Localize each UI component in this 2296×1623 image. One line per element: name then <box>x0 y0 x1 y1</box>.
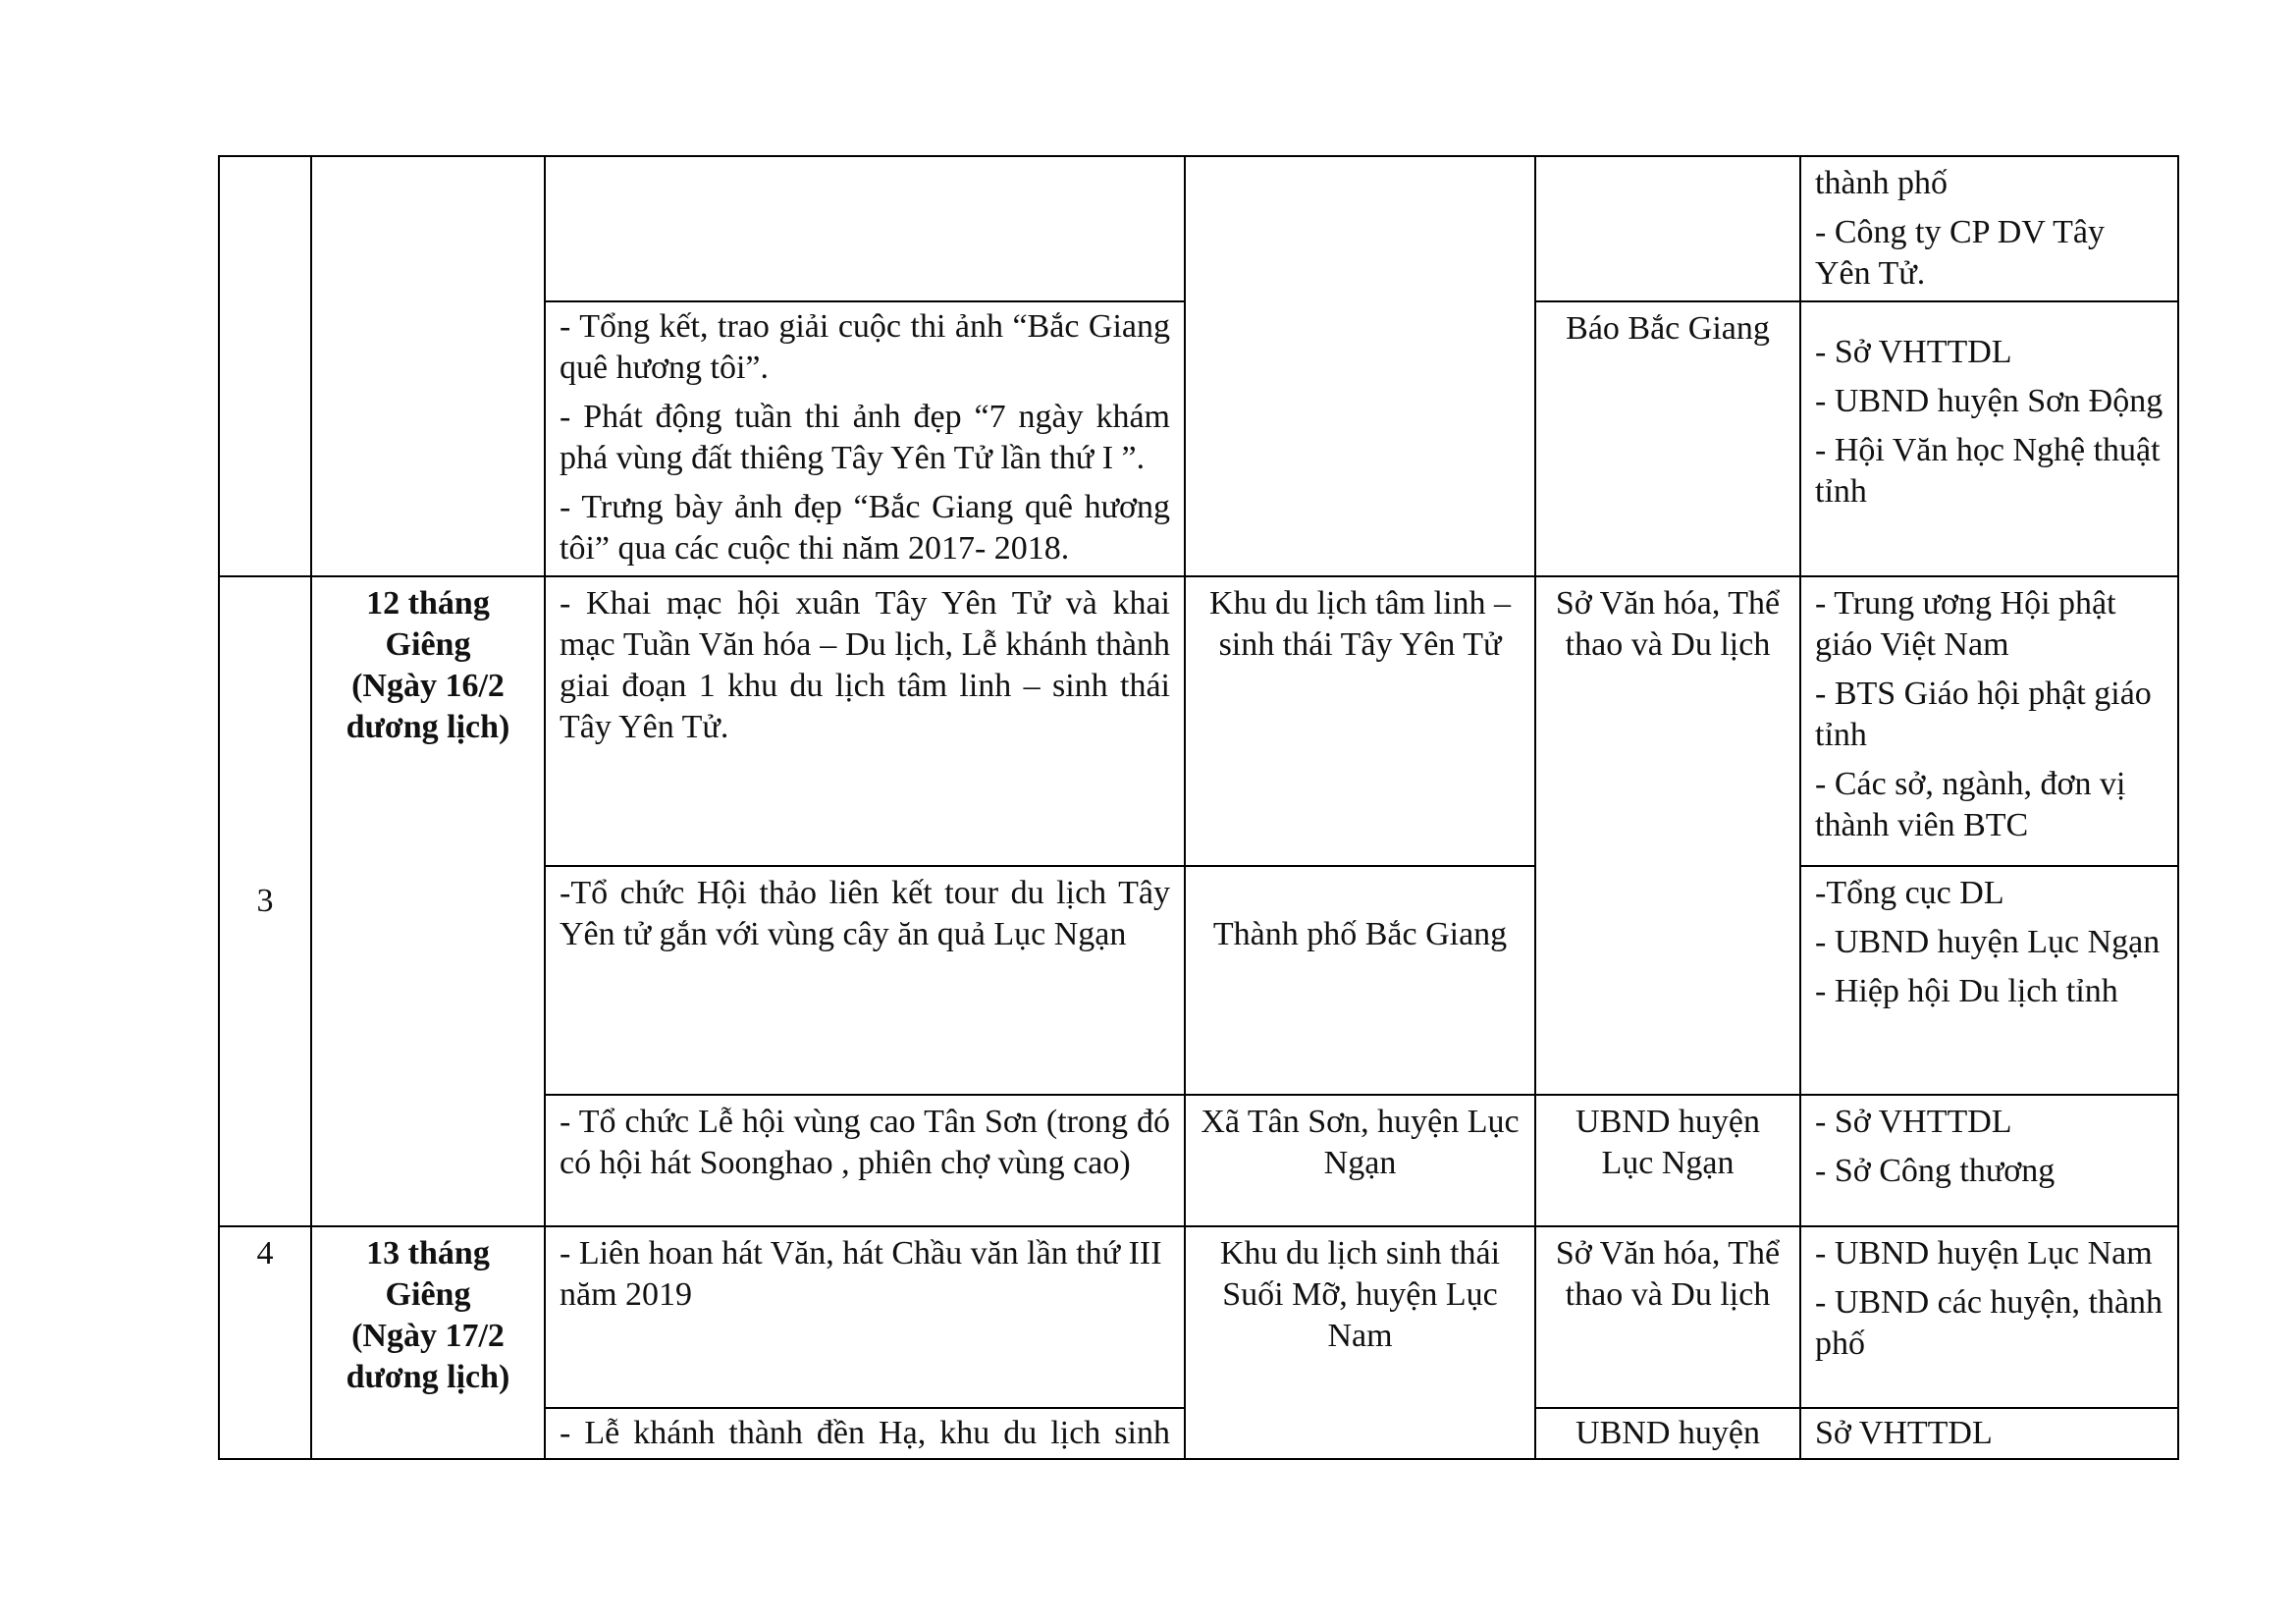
organizer-cell: Báo Bắc Giang <box>1535 301 1800 576</box>
location-cell: Xã Tân Sơn, huyện Lục Ngạn <box>1185 1095 1535 1226</box>
activity-item: - Liên hoan hát Văn, hát Chầu văn lần thứ III năm 2019 <box>560 1235 1162 1313</box>
activity-cell <box>545 156 1185 301</box>
coordinator-item: - Trung ương Hội phật giáo Việt Nam <box>1815 585 2116 663</box>
date-line: Giêng <box>385 1276 471 1313</box>
activity-item: - Trưng bày ảnh đẹp “Bắc Giang quê hương tôi” qua các cuộc thi năm 2017- 2018. <box>560 489 1170 567</box>
activity-item: - Tổ chức Lễ hội vùng cao Tân Sơn (trong đó có hội hát Soonghao , phiên chợ vùng cao) <box>560 1104 1170 1181</box>
date-line: dương lịch) <box>346 709 510 745</box>
activity-item: - Phát động tuần thi ảnh đẹp “7 ngày khám phá vùng đất thiêng Tây Yên Tử lần thứ I ”. <box>560 399 1170 476</box>
date-line: 12 tháng <box>366 585 490 622</box>
coordinator-item: Sở VHTTDL <box>1815 1415 1993 1451</box>
organizer-cell: Sở Văn hóa, Thể thao và Du lịch <box>1535 576 1800 1095</box>
stt-cell <box>219 156 311 576</box>
activity-item: - Tổng kết, trao giải cuộc thi ảnh “Bắc Giang quê hương tôi”. <box>560 308 1170 386</box>
organizer-cell: UBND huyện Lục Ngạn <box>1535 1095 1800 1226</box>
coordinator-cell <box>1800 1408 2178 1459</box>
festival-schedule-table <box>218 155 2179 1460</box>
coordinator-item: - BTS Giáo hội phật giáo tỉnh <box>1815 676 2152 753</box>
coordinator-item: - UBND huyện Sơn Động <box>1815 383 2163 419</box>
location-cell: Thành phố Bắc Giang <box>1185 866 1535 1095</box>
coordinator-cell <box>1800 866 2178 1095</box>
stt-cell: 3 <box>219 576 311 1226</box>
activity-item: - Lễ khánh thành đền Hạ, khu du lịch sinh <box>560 1415 1170 1451</box>
date-line: dương lịch) <box>346 1359 510 1395</box>
stt-cell: 4 <box>219 1226 311 1459</box>
location-cell: Khu du lịch sinh thái Suối Mỡ, huyện Lục Nam <box>1185 1226 1535 1459</box>
organizer-cell: Sở Văn hóa, Thể thao và Du lịch <box>1535 1226 1800 1408</box>
activity-cell <box>545 301 1185 576</box>
coordinator-cell <box>1800 156 2178 301</box>
table-row <box>219 1226 2178 1408</box>
organizer-cell: UBND huyện <box>1535 1408 1800 1459</box>
activity-cell <box>545 576 1185 866</box>
date-cell <box>311 576 545 1226</box>
coordinator-item: - Hiệp hội Du lịch tỉnh <box>1815 973 2118 1009</box>
date-cell <box>311 1226 545 1459</box>
coordinator-item: - Hội Văn học Nghệ thuật tỉnh <box>1815 432 2161 510</box>
date-line: (Ngày 17/2 <box>351 1318 505 1354</box>
coordinator-cell <box>1800 301 2178 576</box>
date-line: Giêng <box>385 626 471 663</box>
location-cell: Khu du lịch tâm linh – sinh thái Tây Yên Tử <box>1185 576 1535 866</box>
organizer-cell <box>1535 156 1800 301</box>
coordinator-item: - UBND huyện Lục Ngạn <box>1815 924 2161 960</box>
activity-cell <box>545 1408 1185 1459</box>
coordinator-cell <box>1800 1226 2178 1408</box>
date-line: (Ngày 16/2 <box>351 668 505 704</box>
coordinator-item: - Sở Công thương <box>1815 1153 2056 1189</box>
activity-item: - Khai mạc hội xuân Tây Yên Tử và khai mạc Tuần Văn hóa – Du lịch, Lễ khánh thành giai đoạn 1 khu du lịch tâm linh – sinh thái Tây Yên Tử. <box>560 585 1170 745</box>
coordinator-item: - Các sở, ngành, đơn vị thành viên BTC <box>1815 766 2126 843</box>
table-row <box>219 576 2178 866</box>
coordinator-cell <box>1800 1095 2178 1226</box>
coordinator-cell <box>1800 576 2178 866</box>
coordinator-item: - Sở VHTTDL <box>1815 334 2012 370</box>
table-row <box>219 156 2178 301</box>
coordinator-item: - Sở VHTTDL <box>1815 1104 2012 1140</box>
coordinator-item: - UBND các huyện, thành phố <box>1815 1284 2163 1362</box>
activity-cell <box>545 1226 1185 1408</box>
activity-cell <box>545 1095 1185 1226</box>
coordinator-item: -Tổng cục DL <box>1815 875 2004 911</box>
activity-item: -Tổ chức Hội thảo liên kết tour du lịch Tây Yên tử gắn với vùng cây ăn quả Lục Ngạn <box>560 875 1170 952</box>
coordinator-item: - Công ty CP DV Tây Yên Tử. <box>1815 214 2106 292</box>
date-line: 13 tháng <box>366 1235 490 1271</box>
location-cell <box>1185 156 1535 576</box>
coordinator-item: - UBND huyện Lục Nam <box>1815 1235 2153 1271</box>
activity-cell <box>545 866 1185 1095</box>
date-cell <box>311 156 545 576</box>
coordinator-item: thành phố <box>1815 165 1949 201</box>
